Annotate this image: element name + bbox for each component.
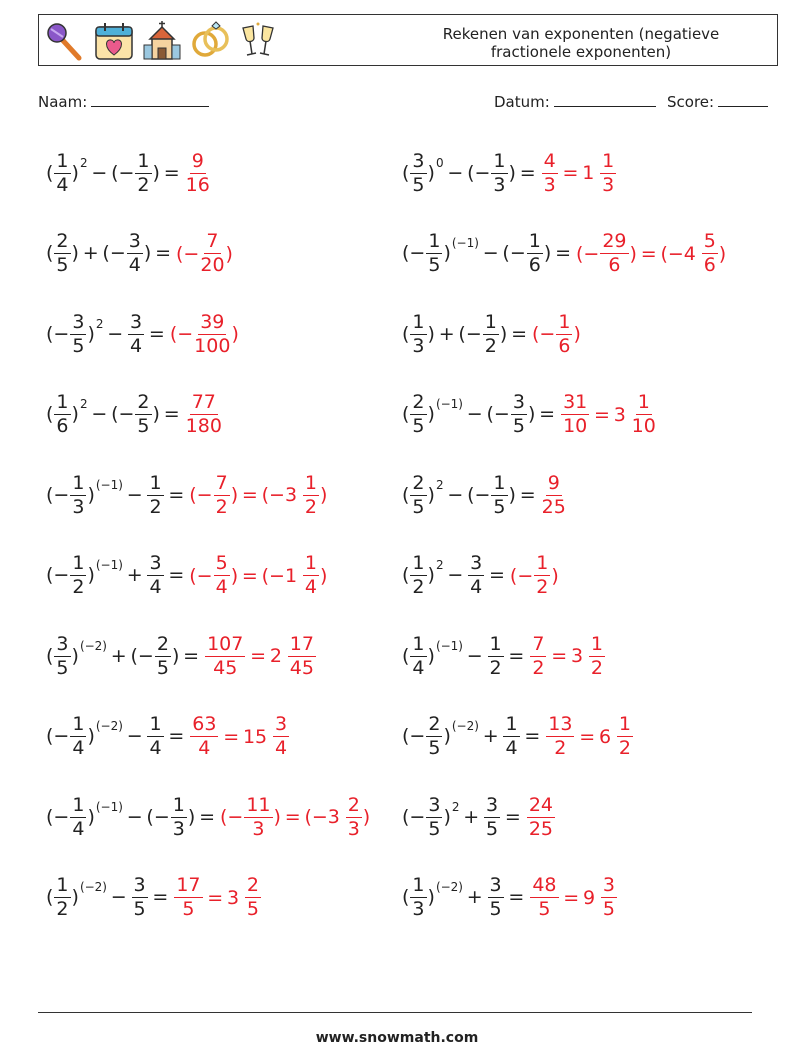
problem-left-4 — [46, 388, 223, 442]
expression-text — [268, 726, 272, 748]
expression-text: ) = — [152, 161, 180, 184]
fraction: $\frac{5}{4}$ — [215, 552, 228, 598]
exponent: 2 — [95, 316, 104, 331]
fraction: $\frac{3}{5}$ — [72, 310, 85, 357]
expression-text: = — [558, 162, 583, 184]
expression-text: ) = — [527, 403, 556, 425]
expression-text: = — [504, 886, 525, 908]
fraction: $\frac{7}{2}$ — [532, 632, 545, 679]
problem-right-1 — [402, 146, 617, 200]
problem-question — [46, 393, 180, 436]
expression-text: ) — [319, 484, 328, 506]
church-icon — [141, 20, 183, 62]
problem-question — [402, 715, 540, 758]
fraction: $\frac{1}{6}$ — [528, 230, 541, 276]
expression-text: = — [219, 725, 243, 748]
problem-right-8 — [402, 710, 634, 764]
problem-question — [46, 554, 184, 597]
expression-text: ) — [225, 242, 233, 265]
fraction: $\frac{2}{5}$ — [412, 471, 425, 518]
expression-text: + — [478, 725, 503, 747]
problem-answer — [545, 715, 634, 758]
exponent: 2 — [79, 155, 88, 170]
fraction: $\frac{39}{100}$ — [194, 310, 231, 357]
fraction: $\frac{17}{5}$ — [176, 874, 201, 920]
fraction: $\frac{2}{5}$ — [246, 874, 260, 920]
expression-text: ) — [71, 161, 79, 184]
problem-question — [402, 310, 528, 357]
whole-number: 3 — [227, 886, 240, 909]
problem-question — [402, 471, 536, 518]
exponent: (−1) — [95, 477, 123, 492]
expression-text: ) — [427, 644, 435, 667]
score-label: Score: — [667, 93, 715, 111]
expression-text: − — [463, 644, 487, 667]
problem-answer — [189, 554, 327, 597]
expression-text: ) = — [508, 161, 536, 184]
expression-text: = — [590, 403, 614, 426]
fraction: $\frac{3}{5}$ — [602, 874, 616, 920]
expression-text — [595, 162, 599, 184]
expression-text: = — [203, 886, 228, 909]
fraction: $\frac{4}{3}$ — [543, 149, 556, 196]
expression-text: (− — [402, 725, 426, 747]
header-icons — [45, 19, 279, 63]
wedding-rings-icon — [189, 20, 231, 62]
problem-left-10 — [46, 871, 262, 925]
score-field — [667, 92, 768, 111]
fraction: $\frac{107}{45}$ — [207, 632, 244, 679]
expression-text — [341, 806, 345, 828]
expression-text: ( — [46, 644, 54, 667]
expression-text: − (− — [463, 403, 510, 425]
fraction: $\frac{1}{4}$ — [412, 632, 425, 679]
expression-text: − — [107, 886, 131, 908]
fraction: $\frac{1}{4}$ — [149, 713, 162, 759]
problem-right-9 — [402, 790, 556, 844]
exponent: 2 — [435, 477, 444, 492]
problem-right-6 — [402, 549, 559, 603]
expression-text: − (− — [87, 161, 135, 184]
expression-text — [298, 484, 302, 506]
fraction: $\frac{3}{4}$ — [130, 310, 143, 357]
expression-text: − (− — [443, 161, 491, 184]
expression-text: − — [122, 483, 147, 506]
expression-text: (− — [189, 564, 213, 587]
expression-text: ) — [427, 564, 435, 586]
problem-question — [402, 876, 524, 919]
fraction: $\frac{2}{5}$ — [428, 713, 441, 759]
expression-text: − — [122, 725, 147, 747]
worksheet-header — [38, 14, 778, 66]
fraction: $\frac{1}{2}$ — [304, 471, 317, 518]
expression-text: ) — [573, 323, 581, 345]
expression-text: − (− — [122, 805, 170, 828]
expression-text: ) — [71, 886, 79, 908]
whole-number: 4 — [683, 242, 696, 265]
expression-text: (− — [46, 725, 70, 747]
expression-text: + — [459, 805, 484, 828]
fraction: $\frac{1}{4}$ — [505, 713, 518, 759]
date-field — [494, 92, 656, 111]
expression-text: ) = (− — [230, 564, 285, 587]
problem-question — [46, 793, 215, 840]
problem-left-1 — [46, 146, 211, 200]
expression-text: ) — [87, 322, 95, 345]
problem-answer — [185, 149, 211, 196]
expression-text — [584, 645, 588, 667]
expression-text: (− — [176, 242, 200, 265]
problem-right-3 — [402, 307, 581, 361]
name-blank[interactable] — [91, 92, 209, 107]
fraction: $\frac{1}{2}$ — [149, 471, 162, 518]
expression-text — [697, 243, 701, 265]
expression-text: = — [164, 725, 185, 747]
date-label: Datum: — [494, 93, 550, 111]
problem-question — [402, 632, 525, 679]
whole-number: 1 — [284, 564, 298, 587]
fraction: $\frac{1}{2}$ — [618, 713, 631, 759]
score-blank[interactable] — [718, 92, 768, 107]
fraction: $\frac{3}{5}$ — [489, 874, 502, 920]
expression-text: = — [485, 564, 505, 586]
problem-right-10 — [402, 871, 618, 925]
problem-answer — [189, 471, 328, 518]
expression-text: ) — [87, 805, 95, 828]
expression-text: ( — [46, 242, 54, 264]
exponent: 2 — [435, 558, 444, 572]
expression-text: ) — [427, 161, 435, 184]
problem-answer — [529, 632, 606, 679]
fraction: $\frac{1}{4}$ — [304, 552, 317, 598]
fraction: $\frac{9}{16}$ — [185, 149, 210, 196]
problem-left-8 — [46, 710, 290, 764]
problem-answer — [532, 310, 581, 357]
fraction: $\frac{3}{4}$ — [128, 230, 141, 276]
fraction: $\frac{2}{5}$ — [56, 230, 69, 276]
expression-text — [283, 645, 287, 667]
expression-text: ) = — [171, 644, 200, 667]
fraction: $\frac{7}{2}$ — [215, 471, 228, 518]
problem-question — [46, 310, 165, 357]
name-label: Naam: — [38, 93, 88, 111]
fraction: $\frac{1}{3}$ — [412, 310, 425, 357]
problem-answer — [189, 715, 290, 758]
expression-text: ( — [402, 886, 410, 908]
exponent: (−1) — [435, 397, 463, 411]
problem-answer — [510, 554, 559, 597]
expression-text: ) + (− — [427, 322, 482, 345]
fraction: $\frac{2}{3}$ — [347, 793, 360, 840]
expression-text: ) = (− — [629, 242, 684, 265]
exponent: 0 — [435, 155, 444, 170]
fraction: $\frac{63}{4}$ — [192, 713, 217, 759]
expression-text: ( — [402, 644, 410, 667]
problem-question — [46, 715, 184, 758]
problem-answer — [576, 232, 726, 275]
expression-text: − (− — [87, 403, 135, 425]
expression-text: = — [559, 886, 584, 909]
fraction: $\frac{5}{6}$ — [703, 230, 716, 276]
expression-text: (− — [46, 483, 70, 506]
expression-text: (− — [220, 806, 244, 828]
expression-text: ( — [46, 161, 54, 184]
problem-answer — [185, 393, 223, 436]
expression-text: = — [145, 322, 165, 345]
problem-question — [46, 149, 180, 196]
fraction: $\frac{9}{25}$ — [541, 471, 566, 518]
expression-text: − (− — [478, 242, 526, 264]
expression-text: − — [443, 564, 468, 586]
expression-text: ) = (− — [273, 806, 328, 828]
expression-text: (− — [402, 242, 426, 264]
fraction: $\frac{3}{4}$ — [470, 552, 483, 598]
exponent: (−1) — [435, 638, 463, 653]
whole-number: 1 — [582, 162, 595, 184]
problem-question — [402, 793, 521, 840]
footer-url: www.snowmath.com — [315, 1030, 479, 1046]
problem-answer — [204, 632, 317, 679]
expression-text: − (− — [443, 483, 491, 506]
expression-text: ( — [402, 322, 410, 345]
calendar-heart-icon — [93, 20, 135, 62]
problem-question — [402, 149, 536, 196]
expression-text: ) = — [187, 805, 215, 828]
expression-text: = — [164, 564, 185, 586]
fraction: $\frac{1}{4}$ — [72, 713, 85, 759]
expression-text: ) — [87, 564, 95, 586]
fraction: $\frac{77}{180}$ — [185, 391, 222, 437]
expression-text: ( — [402, 403, 410, 425]
fraction: $\frac{1}{2}$ — [536, 552, 549, 598]
fraction: $\frac{1}{6}$ — [56, 391, 69, 437]
whole-number: 3 — [284, 484, 298, 506]
expression-text: ) — [427, 886, 435, 908]
expression-text: = — [575, 725, 599, 748]
expression-text: (− — [189, 484, 213, 506]
expression-text: ) — [427, 403, 435, 425]
champagne-glasses-icon — [237, 20, 279, 62]
expression-text: ) = — [543, 242, 571, 264]
problem-question — [46, 471, 185, 518]
problem-answer — [541, 149, 618, 196]
expression-text: (− — [169, 323, 194, 345]
expression-text: ( — [402, 483, 410, 506]
expression-text: ( — [402, 161, 410, 184]
fraction: $\frac{1}{2}$ — [72, 552, 85, 598]
fraction: $\frac{29}{6}$ — [602, 230, 627, 276]
expression-text: + — [463, 886, 487, 908]
problem-answer — [176, 232, 233, 275]
expression-text: = — [504, 644, 525, 667]
problem-question — [46, 232, 171, 275]
problem-right-2 — [402, 227, 726, 281]
exponent: (−2) — [79, 880, 107, 894]
fraction: $\frac{1}{2}$ — [412, 552, 425, 598]
exponent: (−2) — [95, 719, 123, 733]
problem-left-5 — [46, 468, 327, 522]
whole-number: 3 — [570, 645, 584, 667]
fraction: $\frac{2}{5}$ — [156, 632, 169, 679]
problem-right-4 — [402, 388, 657, 442]
fraction: $\frac{11}{3}$ — [246, 793, 271, 840]
expression-text: ) — [443, 725, 451, 747]
expression-text: ) — [443, 242, 451, 264]
expression-text: ) = — [143, 242, 172, 264]
fraction: $\frac{1}{4}$ — [56, 149, 69, 196]
problem-left-9 — [46, 790, 370, 844]
worksheet-title: Rekenen van exponenten (negatieve fractionele exponenten) — [442, 25, 720, 61]
problem-question — [402, 393, 555, 436]
expression-text: = — [547, 645, 571, 667]
exponent: (−2) — [79, 638, 107, 653]
expression-text: ) + (− — [71, 242, 126, 264]
expression-text: + (− — [107, 644, 154, 667]
fraction: $\frac{17}{45}$ — [289, 632, 314, 679]
expression-text: ) — [551, 564, 559, 587]
exponent: (−2) — [435, 880, 463, 894]
fraction: $\frac{1}{3}$ — [493, 149, 506, 196]
problem-answer — [529, 876, 618, 919]
fraction: $\frac{3}{4}$ — [149, 552, 162, 598]
expression-text: ) — [362, 806, 371, 828]
fraction: $\frac{2}{5}$ — [412, 391, 425, 437]
fraction: $\frac{3}{5}$ — [486, 793, 499, 840]
expression-text: ) = — [499, 322, 528, 345]
fraction: $\frac{3}{4}$ — [274, 713, 288, 759]
expression-text: ) — [427, 483, 435, 506]
fraction: $\frac{31}{10}$ — [563, 391, 588, 437]
date-blank[interactable] — [554, 92, 656, 107]
fraction: $\frac{7}{20}$ — [200, 230, 225, 276]
fraction: $\frac{24}{25}$ — [528, 793, 554, 840]
expression-text: ) — [718, 242, 727, 265]
problem-question — [402, 232, 571, 275]
fraction: $\frac{1}{3}$ — [172, 793, 185, 840]
fraction: $\frac{1}{3}$ — [602, 149, 615, 196]
expression-text: ) = — [508, 483, 536, 506]
expression-text: (− — [532, 323, 556, 345]
problem-left-3 — [46, 307, 239, 361]
expression-text: − — [103, 322, 128, 345]
expression-text: = — [148, 886, 169, 908]
fraction: $\frac{3}{5}$ — [428, 793, 441, 840]
expression-text: (− — [509, 564, 534, 587]
expression-text: ) — [71, 403, 79, 425]
expression-text — [596, 887, 600, 909]
problem-answer — [220, 793, 371, 840]
fraction: $\frac{1}{2}$ — [489, 632, 502, 679]
exponent: 2 — [79, 397, 88, 411]
fraction: $\frac{1}{10}$ — [631, 391, 656, 437]
expression-text: + — [122, 564, 147, 586]
fraction: $\frac{1}{3}$ — [72, 471, 85, 518]
expression-text: ) = (− — [230, 484, 285, 506]
problem-left-6 — [46, 549, 327, 603]
fraction: $\frac{2}{5}$ — [137, 391, 150, 437]
exponent: (−1) — [95, 558, 123, 572]
fraction: $\frac{13}{2}$ — [548, 713, 573, 759]
expression-text: ) = — [152, 403, 180, 425]
exponent: (−1) — [451, 236, 479, 250]
problem-right-5 — [402, 468, 567, 522]
expression-text — [612, 726, 616, 748]
exponent: (−1) — [95, 799, 123, 814]
expression-text: = — [164, 483, 185, 506]
problem-question — [46, 632, 200, 679]
expression-text — [298, 565, 302, 587]
fraction: $\frac{1}{4}$ — [72, 793, 85, 840]
name-field — [38, 92, 209, 111]
expression-text: ( — [46, 403, 54, 425]
fraction: $\frac{3}{5}$ — [133, 874, 146, 920]
problem-left-7 — [46, 629, 317, 683]
problem-question — [402, 554, 505, 597]
fraction: $\frac{3}{5}$ — [512, 391, 525, 437]
expression-text: ) — [443, 805, 451, 828]
fraction: $\frac{1}{6}$ — [558, 310, 571, 357]
expression-text: (− — [46, 322, 70, 345]
problem-right-7 — [402, 629, 606, 683]
fraction: $\frac{1}{5}$ — [428, 230, 441, 276]
footer-divider — [38, 1012, 752, 1013]
fraction: $\frac{1}{3}$ — [412, 874, 425, 920]
problem-answer — [541, 471, 567, 518]
expression-text: ) — [71, 644, 79, 667]
fraction: $\frac{1}{2}$ — [590, 632, 603, 679]
whole-number: 3 — [613, 403, 626, 426]
expression-text: = — [246, 645, 270, 667]
whole-number: 2 — [269, 645, 282, 667]
problem-question — [46, 876, 168, 919]
exponent: (−2) — [451, 719, 479, 733]
expression-text: ) — [87, 483, 95, 506]
fraction: $\frac{1}{2}$ — [56, 874, 69, 920]
fraction: $\frac{3}{5}$ — [56, 632, 69, 679]
expression-text — [240, 887, 244, 909]
problem-left-2 — [46, 227, 233, 281]
problem-answer — [526, 793, 556, 840]
problem-answer — [173, 876, 262, 919]
problem-answer — [560, 393, 657, 436]
fraction: $\frac{48}{5}$ — [532, 874, 557, 920]
problem-answer — [169, 310, 239, 357]
whole-number: 9 — [583, 886, 596, 909]
expression-text: (− — [46, 805, 70, 828]
microphone-icon — [45, 20, 87, 62]
whole-number: 3 — [327, 806, 340, 828]
exponent: 2 — [451, 799, 460, 814]
expression-text: = — [520, 725, 541, 747]
fraction: $\frac{1}{2}$ — [137, 149, 150, 196]
expression-text: ) — [319, 564, 328, 587]
expression-text: ) — [231, 323, 239, 345]
fraction: $\frac{1}{2}$ — [484, 310, 497, 357]
expression-text: (− — [402, 805, 426, 828]
whole-number: 6 — [598, 725, 612, 748]
whole-number: 15 — [242, 725, 268, 748]
expression-text: ) — [87, 725, 95, 747]
expression-text: = — [501, 805, 521, 828]
expression-text: (− — [46, 564, 70, 586]
expression-text: ( — [46, 886, 54, 908]
expression-text: ( — [402, 564, 410, 586]
expression-text: (− — [576, 242, 600, 265]
expression-text — [627, 404, 631, 426]
fraction: $\frac{3}{5}$ — [412, 149, 425, 196]
fraction: $\frac{1}{5}$ — [493, 471, 506, 518]
